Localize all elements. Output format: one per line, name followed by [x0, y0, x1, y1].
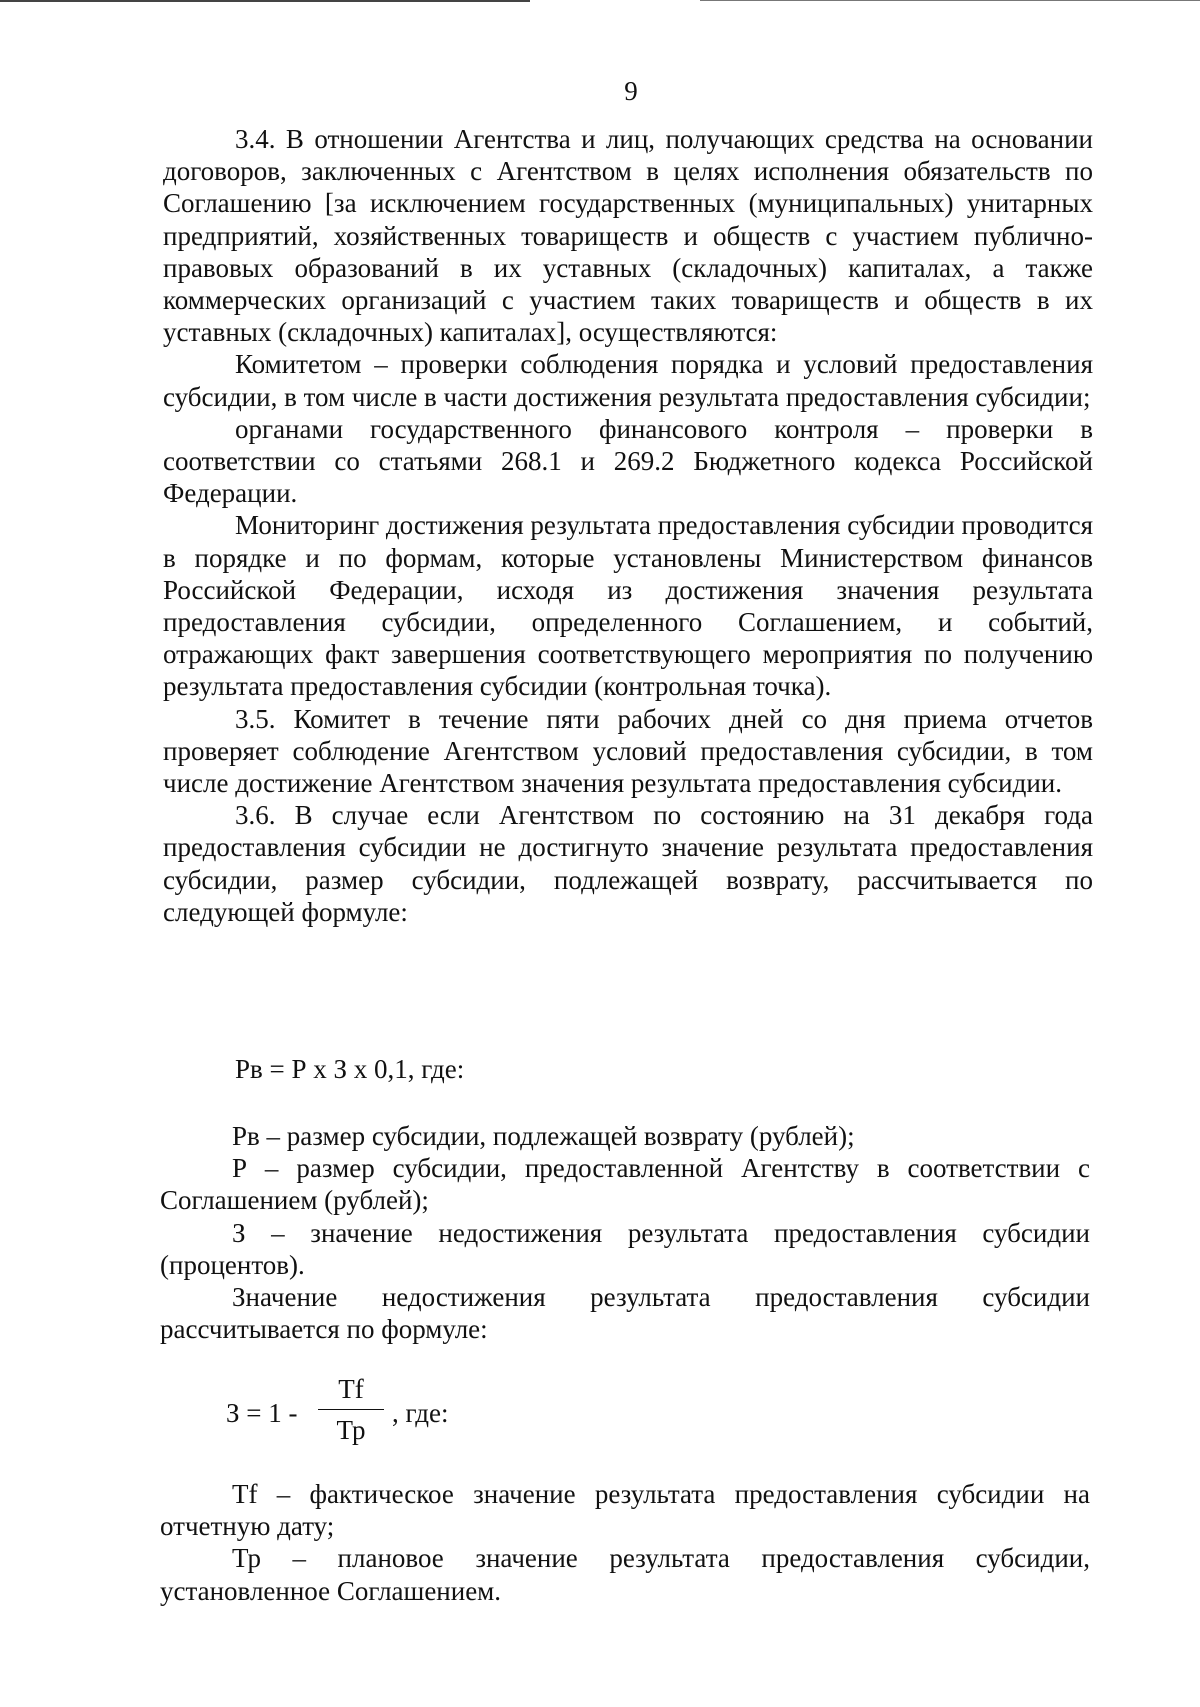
paragraph-3-6: 3.6. В случае если Агентством по состоянию на 31 декабря года предоставления субсидии не достигнуто значение результата предоставления субсидии, размер субсидии, подлежащей возврату, рассчитывается по следующей формуле: — [163, 800, 1093, 927]
main-text — [163, 123, 1093, 928]
fraction — [318, 1373, 384, 1446]
definitions-block-2 — [160, 1478, 1090, 1607]
paragraph-monitoring: Мониторинг достижения результата предоставления субсидии проводится в порядке и по формам, которые установлены Министерством финансов Российской Федерации, исходя из достижения значения результата предоставления субсидии, определенного Соглашением, и событий, отражающих факт завершения соответствующего мероприятия по получению результата предоставления субсидии (контрольная точка). — [163, 510, 1093, 702]
paragraph-control-bodies: органами государственного финансового контроля – проверки в соответствии со статьями 268.1 и 269.2 Бюджетного кодекса Российской Федерации. — [163, 413, 1093, 509]
paragraph-committee-checks: Комитетом – проверки соблюдения порядка и условий предоставления субсидии, в том числе в части достижения результата предоставления субсидии; — [163, 349, 1093, 412]
fraction-denominator: Тр — [336, 1415, 366, 1445]
definition-rv: Рв – размер субсидии, подлежащей возврату (рублей); — [232, 1121, 855, 1151]
formula-lhs: З = 1 - — [226, 1398, 298, 1428]
paragraph-3-5: 3.5. Комитет в течение пяти рабочих дней со дня приема отчетов проверяет соблюдение Агентством условий предоставления субсидии, в том числе достижение Агентством значения результата предоставления субсидии. — [163, 703, 1093, 799]
definitions-block — [160, 1120, 1090, 1345]
formula-suffix: , где: — [392, 1398, 449, 1428]
fraction-bar — [318, 1409, 384, 1410]
formula-refund: Рв = Р х З х 0,1, где: — [235, 1054, 465, 1084]
scan-edge-line — [700, 0, 1200, 1]
definition-tf: Тf – фактическое значение результата предоставления субсидии на отчетную дату; — [160, 1479, 1090, 1542]
definition-tp: Тр – плановое значение результата предоставления субсидии, установленное Соглашением. — [160, 1543, 1090, 1606]
fraction-numerator: Тf — [338, 1374, 364, 1404]
paragraph-3-4-intro: 3.4. В отношении Агентства и лиц, получающих средства на основании договоров, заключенных с Агентством в целях исполнения обязательств по Соглашению [за исключением государственных (муниципальных) унитарных предприятий, хозяйственных товариществ и обществ с участием публично-правовых образований в их уставных (складочных) капиталах, а также коммерческих организаций с участием таких товариществ и обществ в их уставных (складочных) капиталах], осуществляются: — [163, 124, 1093, 348]
definition-r: Р – размер субсидии, предоставленной Агентству в соответствии с Соглашением (рублей); — [160, 1153, 1090, 1216]
paragraph-z-calculation: Значение недостижения результата предоставления субсидии рассчитывается по формуле: — [160, 1282, 1090, 1345]
definition-z: З – значение недостижения результата предоставления субсидии (процентов). — [160, 1217, 1090, 1280]
page-number: 9 — [624, 76, 638, 106]
scan-edge-line — [0, 0, 530, 2]
